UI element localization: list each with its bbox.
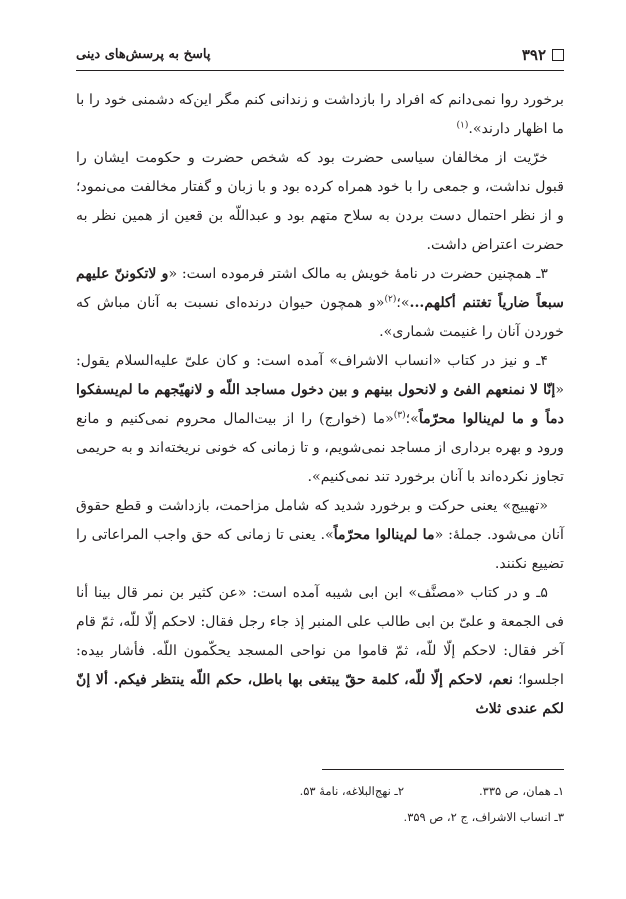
page-header (76, 44, 564, 68)
paragraph-1: برخورد روا نمی‌دانم که افراد را بازداشت و زندانی کنم مگر این‌که دشمنی خود را با ما اظهار دارند».$^{(۱)}$ (76, 92, 564, 137)
arabic-quote: نعم، لاحکم إلّا للّه، کلمة حقّ یبتغی بها باطل، حکم اللّه ینتظر فیکم. ألا إنّ لکم عندی ثلاث (76, 672, 564, 717)
footnote-ref-1: (۱) (456, 120, 469, 131)
book-title: پاسخ به پرسش‌های دینی (76, 47, 211, 62)
footnote-ref-3: (۳) (393, 410, 406, 421)
page-number: ۳۹۲ (521, 46, 546, 64)
footnote-1: ۱ـ همان، ص ۳۳۵. (479, 784, 564, 798)
paragraph-6: ۵ـ و در کتاب «مصنَّف» ابن ابی شیبه آمده است: «عن کثیر بن نمر قال بینا أنا فی الجمعة و علیّ بن ابی طالب علی المنبر إذ جاء رجل فقال: لاحکم إلّا للّه، ثمّ قام آخر فقال: لاحکم إلّا للّه، ثمّ قاموا من نواحی المسجد یحکّمون اللّه. فأشار بیده: اجلسوا؛ نعم، لاحکم إلّا للّه، کلمة حقّ یبتغی بها باطل، حکم اللّه ینتظر فیکم. ألا إنّ لکم عندی ثلاث (76, 585, 564, 717)
footnote-2: ۲ـ نهج‌البلاغه، نامهٔ ۵۳. (299, 784, 404, 798)
header-rule (76, 70, 564, 71)
page-number-block (522, 46, 564, 64)
square-bullet-icon (552, 49, 564, 61)
footnote-rule (322, 769, 564, 770)
paragraph-4: ۴ـ و نیز در کتاب «انساب الاشراف» آمده است: و کان علیّ عليه‌السلام یقول: «إنّا لا نمنعهم الفئ و لانحول بینهم و بین دخول مساجد اللّه و لانهیّجهم ما لم‌یسفکوا دماً و ما لم‌ینالوا محرّماً»؛$^{(۳)}$«ما (خوارج) را از بیت‌المال محروم نمی‌کنیم و مانع ورود و بهره برداری از مساجد نمی‌شویم، و تا زمانی که خونی نریخته‌اند و به حریمی تجاوز نکرده‌اند با آنان برخورد تند نمی‌کنیم». (76, 353, 564, 485)
footnote-ref-2: (۲) (384, 294, 397, 305)
paragraph-2: خرّیت از مخالفان سیاسی حضرت بود که شخص حضرت و حکومت ایشان را قبول نداشت، و جمعی را با خود همراه کرده بود و با زبان و گفتار مخالفت می‌نمود؛ و از نظر احتمال دست بردن به سلاح متهم بود و عبداللّه بن قعین از همین نظر به حضرت اعتراض داشت. (76, 150, 564, 253)
footnotes (76, 778, 564, 830)
arabic-quote: و لاتکوننّ علیهم سبعاً ضاریاً تغتنم أکلهم... (76, 266, 565, 311)
paragraph-5: «تهییج» یعنی حرکت و برخورد شدید که شامل مزاحمت، بازداشت و قطع حقوق آنان می‌شود. جملهٔ: «ما لم‌ینالوا محرّماً». یعنی تا زمانی که حق واجب المراعاتی را تضییع نکنند. (76, 498, 564, 572)
main-text (76, 86, 564, 724)
paragraph-3: ۳ـ همچنین حضرت در نامهٔ خویش به مالک اشتر فرموده است: «و لاتکوننّ علیهم سبعاً ضاریاً تغتنم أکلهم...»؛$^{(۲)}$«و همچون حیوان درنده‌ای نسبت به آنان مباش که خوردن آنان را غنیمت شماری». (76, 266, 565, 340)
arabic-quote: إنّا لا نمنعهم الفئ و لانحول بینهم و بین دخول مساجد اللّه و لانهیّجهم ما لم‌یسفکوا دماً و ما لم‌ینالوا محرّماً (76, 382, 564, 427)
footnote-3: ۳ـ انساب الاشراف، ج ۲، ص ۳۵۹. (403, 810, 564, 824)
arabic-quote: ما لم‌ینالوا محرّماً (333, 527, 435, 543)
